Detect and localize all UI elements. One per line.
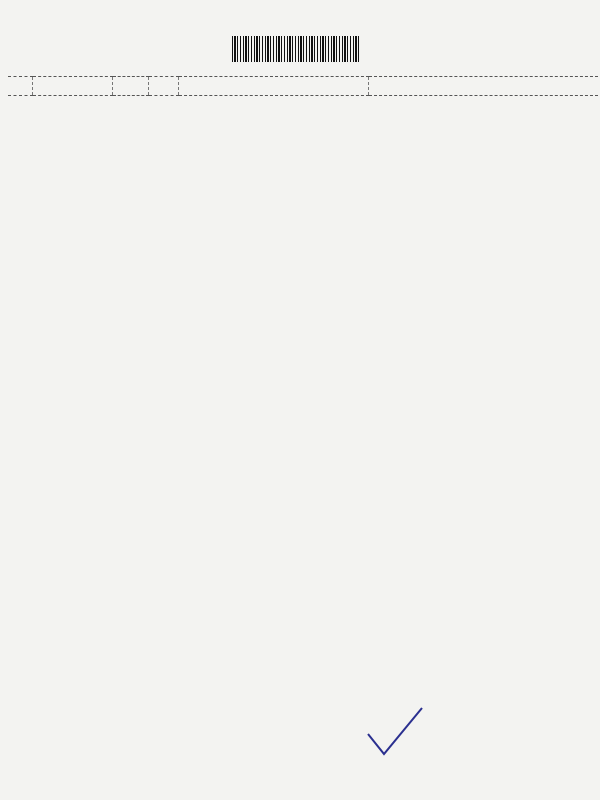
col-header bbox=[112, 77, 148, 96]
col-header bbox=[368, 77, 598, 96]
table-header-row bbox=[8, 77, 598, 96]
col-header bbox=[32, 77, 112, 96]
delivery-table bbox=[8, 76, 598, 96]
col-header bbox=[148, 77, 178, 96]
col-header bbox=[178, 77, 368, 96]
barcode bbox=[232, 36, 359, 62]
checkmark-icon bbox=[360, 700, 430, 760]
col-header bbox=[8, 77, 32, 96]
